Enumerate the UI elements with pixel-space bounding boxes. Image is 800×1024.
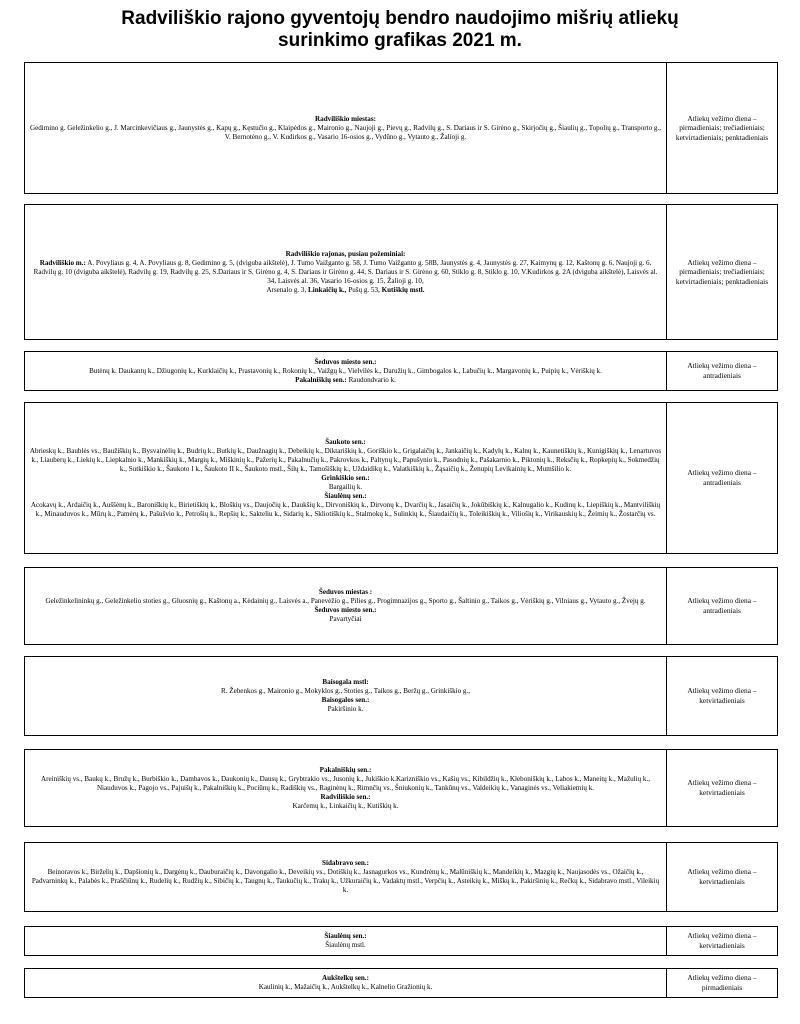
block-streets: R. Žebenkos g., Maironio g., Mokyklos g., Stoties g., Taikos g., Beržų g., Grinkiškio g., — [220, 687, 471, 695]
block-areas — [25, 927, 667, 955]
block-heading: Aukštelkų sen.: — [322, 974, 369, 982]
area-label: Kutiškių mstl. — [381, 285, 425, 294]
block-streets: Butėnų k. Daukantų k., Džiugonių k., Kurklaičių k., Prastavonių k., Rokonių k., Vaižgų k., Vielvilės k., Daružių k., Gimbogalos k., Labučių k., Margavonių k., Puipių k., Vėriškių k. — [89, 366, 602, 375]
block-streets-2: Arsenalo g. 3, Linkaičių k., Pušų g. 53, Kutiškių mstl. — [266, 285, 425, 294]
title-line-2: surinkimo grafikas 2021 m. — [278, 30, 522, 51]
schedule-block-pusiau-pozeminiai — [24, 204, 778, 340]
block-areas — [25, 750, 667, 826]
block-streets: Acokavų k., Ardaičių k., Auššėnų k., Baroniškių k., Birietiškių k., Bloškių vs., Daujočių k., Daukšių k., Dirvoniškių k., Dirvonų k., Dvarčių k., Jasaičių k., Jokūbiškių k., Kalnugalio k., Kudinų k., Liepiškių k., Mantviliškių k., Minauduvos k., Mūrų k., Pamėrų k., Pašušvio k., Petrošių k., Repšių k., Sakteliu k., Sidarių k., Skliotiškių k., Stalmokų k., Sulinkių k., Šiaudaičių k., Toleikiškių k., Viliošių k., Virikauskių k., Žeimių k., Žostarčių vs. — [30, 500, 661, 518]
block-areas — [25, 205, 667, 339]
collection-day: Atliekų vežimo diena – antradieniais — [687, 361, 757, 380]
block-streets: Areiniškių vs., Baukų k., Bružų k., Burbiškio k., Dambavos k., Daukonių k., Dausų k., Grybtrakio vs., Jusonių k., Jukiškio k.Karizniškio vs., Kašių vs., Kibildžių k., Kleboniškių k., Labos k., Maneitų k., Mažulių k., Niauduvos k., Pagojo vs., Pajuišų k., Pakalniškių k., Pociūnų k., Radiškių vs., Raginėnų k., Rimnčių vs., Šniukonių k., Tankūnų vs., Valdeikių k., Vanaginės vs., Veliakiemių k. — [40, 774, 651, 792]
collection-day: Atliekų vežimo diena – antradieniais — [687, 596, 757, 615]
collection-day: Atliekų vežimo diena – ketvirtadieniais — [687, 867, 757, 886]
collection-day: Atliekų vežimo diena – pirmadieniais; trečiadieniais; ketvirtadieniais; penktadieniais — [675, 113, 769, 142]
block-streets: Bargailių k. — [328, 482, 363, 491]
schedule-block-seduvos-miestas — [24, 567, 778, 645]
schedule-block-sidabravo-sen — [24, 842, 778, 912]
block-areas — [25, 63, 667, 193]
block-heading: Šaukoto sen.: — [325, 437, 366, 446]
block-streets: Pakiršinio k. — [327, 705, 364, 713]
collection-day: Atliekų vežimo diena – ketvirtadieniais — [687, 931, 757, 950]
block-streets: Karčemų k., Linkaičių k., Kutiškių k. — [292, 801, 399, 810]
block-heading: Baisogala mstl: — [322, 678, 369, 686]
schedule-block-pakalniskiu-sen — [24, 749, 778, 827]
schedule-block-saukoto-sen — [24, 402, 778, 554]
block-streets: Radviliškio m.: A. Povyliaus g. 4, A. Povyliaus g. 8, Gedimino g. 5, (dviguba aikštelė), J. Tumo Vaižganto g. 58, J. Tumo Vaižganto g. 58B, Jaunystės g. 4, Jaunystės g. 27, Kaimynų g. 12, Kaštonų g. 6, Naujoji g. 6, Radvilų g. 10 (dviguba aikštelė), Radvilų g. 19, Radvilų g. 25, S.Dariaus ir S. Girėno g. 4, S. Dariaus ir Girėno g. 44, S. Dariaus ir S. Girėno g. 60, Stiklo g. 8, Stiklo g. 10, V.Kudirkos g. 2A (dviguba aikštelė), Laisvės al. 34, Laisvės al. 36, Vasario 16-osios g. 15, Žalioji g. 10, — [33, 258, 658, 285]
area-label: Radviliškio sen.: — [320, 792, 371, 801]
collection-day: Atliekų vežimo diena – ketvirtadieniais — [687, 686, 757, 705]
collection-day: Atliekų vežimo diena – ketvirtadieniais — [687, 778, 757, 797]
area-label: Linkaičių k., — [308, 285, 347, 294]
block-areas — [25, 568, 667, 644]
block-streets: Gedimino g. Geležinkelio g., J. Marcinkevičiaus g., Jaunystės g., Kapų g., Kęstučio g., Klaipėdos g., Maironio g., Naujoji g., Pievų g., Radvilų g., S. Dariaus ir S. Girėno g., Skirjočių g., Šiaulių g., Topolių g., Transporto g., V. Bernotėno g., V. Kudirkos g., Vasario 16-osios g., Vydūno g., Vytauto g., Žalioji g. — [29, 123, 662, 141]
block-heading: Šeduvos miesto sen.: — [314, 357, 377, 366]
block-streets: Pavartyčiai — [329, 615, 362, 623]
block-streets: Kaulinių k., Mažaičių k., Aukštelkų k., Kalnelio Gražionių k. — [258, 983, 433, 991]
schedule-block-siaulenu-sen — [24, 926, 778, 956]
page-title — [40, 8, 760, 52]
block-streets: Šiaulėnų mstl. — [325, 941, 366, 949]
block-heading: Šeduvos miestas : — [318, 588, 373, 596]
collection-day: Atliekų vežimo diena – antradieniais — [687, 468, 757, 487]
block-areas — [25, 969, 667, 997]
area-label: Pakalniškių sen.: — [295, 375, 347, 384]
block-heading: Radviliškio rajonas, pusiau požeminiai: — [285, 249, 406, 258]
block-areas — [25, 657, 667, 735]
area-label: Šeduvos miesto sen.: — [314, 606, 377, 614]
schedule-block-seduvos-miesto-sen — [24, 351, 778, 391]
area-label: Radviliškio m.: — [39, 258, 86, 267]
block-areas — [25, 403, 667, 553]
title-line-1: Radviliškio rajono gyventojų bendro naudojimo mišrių atliekų — [121, 8, 679, 29]
block-heading: Pakalniškių sen.: — [319, 765, 372, 774]
schedule-block-radviliskio-miestas — [24, 62, 778, 194]
block-heading: Šiaulėnų sen.: — [324, 932, 367, 940]
block-areas — [25, 843, 667, 911]
area-label: Grinkiškio sen.: — [321, 473, 370, 482]
block-areas: Šeduvos miesto sen.: Butėnų k. Daukantų k., Džiugonių k., Kurklaičių k., Prastavonių k., Rokonių k., Vaižgų k., Vielvilės k., Daružių k., Gimbogalos k., Labučių k., Margavonių k., Puipių k., Vėriškių k. Pakalniškių sen.: Raudondvario k. — [25, 352, 667, 390]
collection-day: Atliekų vežimo diena – pirmadieniais — [687, 973, 757, 992]
block-heading: Radviliškio miestas: — [315, 114, 376, 123]
block-streets: Beinoravos k., Birželių k., Dapšionių k., Dargėnų k., Dauburaičių k., Davongalio k., Deveikių vs., Dotiškių k., Jasnagurkos vs., Kundrėnų k., Malūniškių k., Mandeikių k., Mazgių k., Naujasodės vs., Ožaičių k., Padvarninkų k., Palabės k., Praščiūnų k., Rudelių k., Rudžių k., Sibičių k., Taugnų k., Taukučių k., Trakų k., Užkuraičių k., Vadaktų mstl., Verpčių k., Asteikių k., Miškų k., Pakiršinių k., Rečkų k., Sidabravo mstl., Vileikių k. — [31, 868, 660, 894]
area-label: Šiaulėnų sen.: — [324, 491, 367, 500]
block-streets: Geležinkelininkų g., Geležinkelio stoties g., Gluosnių g., Kaštonų a., Kėdainių g., Laisvės a., Panevėžio g., Pilies g., Progimnazijos g., Sporto g., Šaltinio g., Taikos g., Vėriškių g., Vilniaus g., Vytauto g., Žvejų g. — [45, 597, 646, 605]
collection-day: Atliekų vežimo diena – pirmadieniais; trečiadieniais; ketvirtadieniais; penktadieniais — [675, 257, 769, 286]
schedule-block-baisogala — [24, 656, 778, 736]
block-heading: Sidabravo sen.: — [322, 859, 369, 867]
area-label: Baisogalos sen.: — [321, 696, 370, 704]
block-streets: Abrieskų k., Baublės vs., Baužiškių k., Bysvainėlių k., Budrių k., Butkių k., Daužnagių k., Debeikių k., Diktariškių k., Goriškio k., Grigalaičių k., Jankaičių k., Kadylų k., Kalnų k., Kaunetiškių k., Kunigiškių k., Lenartuvos k., Liauberų k., Liekių k., Liepkalnio k., Mankiškių k., Margių k., Miškinių k., Pažerių k., Pakalnučių k., Pakrovkos k., Paltynų k., Papušynio k., Pasodnių k., Pašakarnio k., Piktonių k., Reksčių k., Ropkepių k., Sokmedžių k., Sutkiškio k., Šaukoto I k., Šaukoto II k., Šaukoto mstl., Šilų k., Tamošiškių k., Uždaidikų k., Valatkiškių k., Žąsaičių k., Ženupių Levikainių k., Mumšilio k. — [29, 446, 662, 473]
schedule-block-aukstelku-sen — [24, 968, 778, 998]
